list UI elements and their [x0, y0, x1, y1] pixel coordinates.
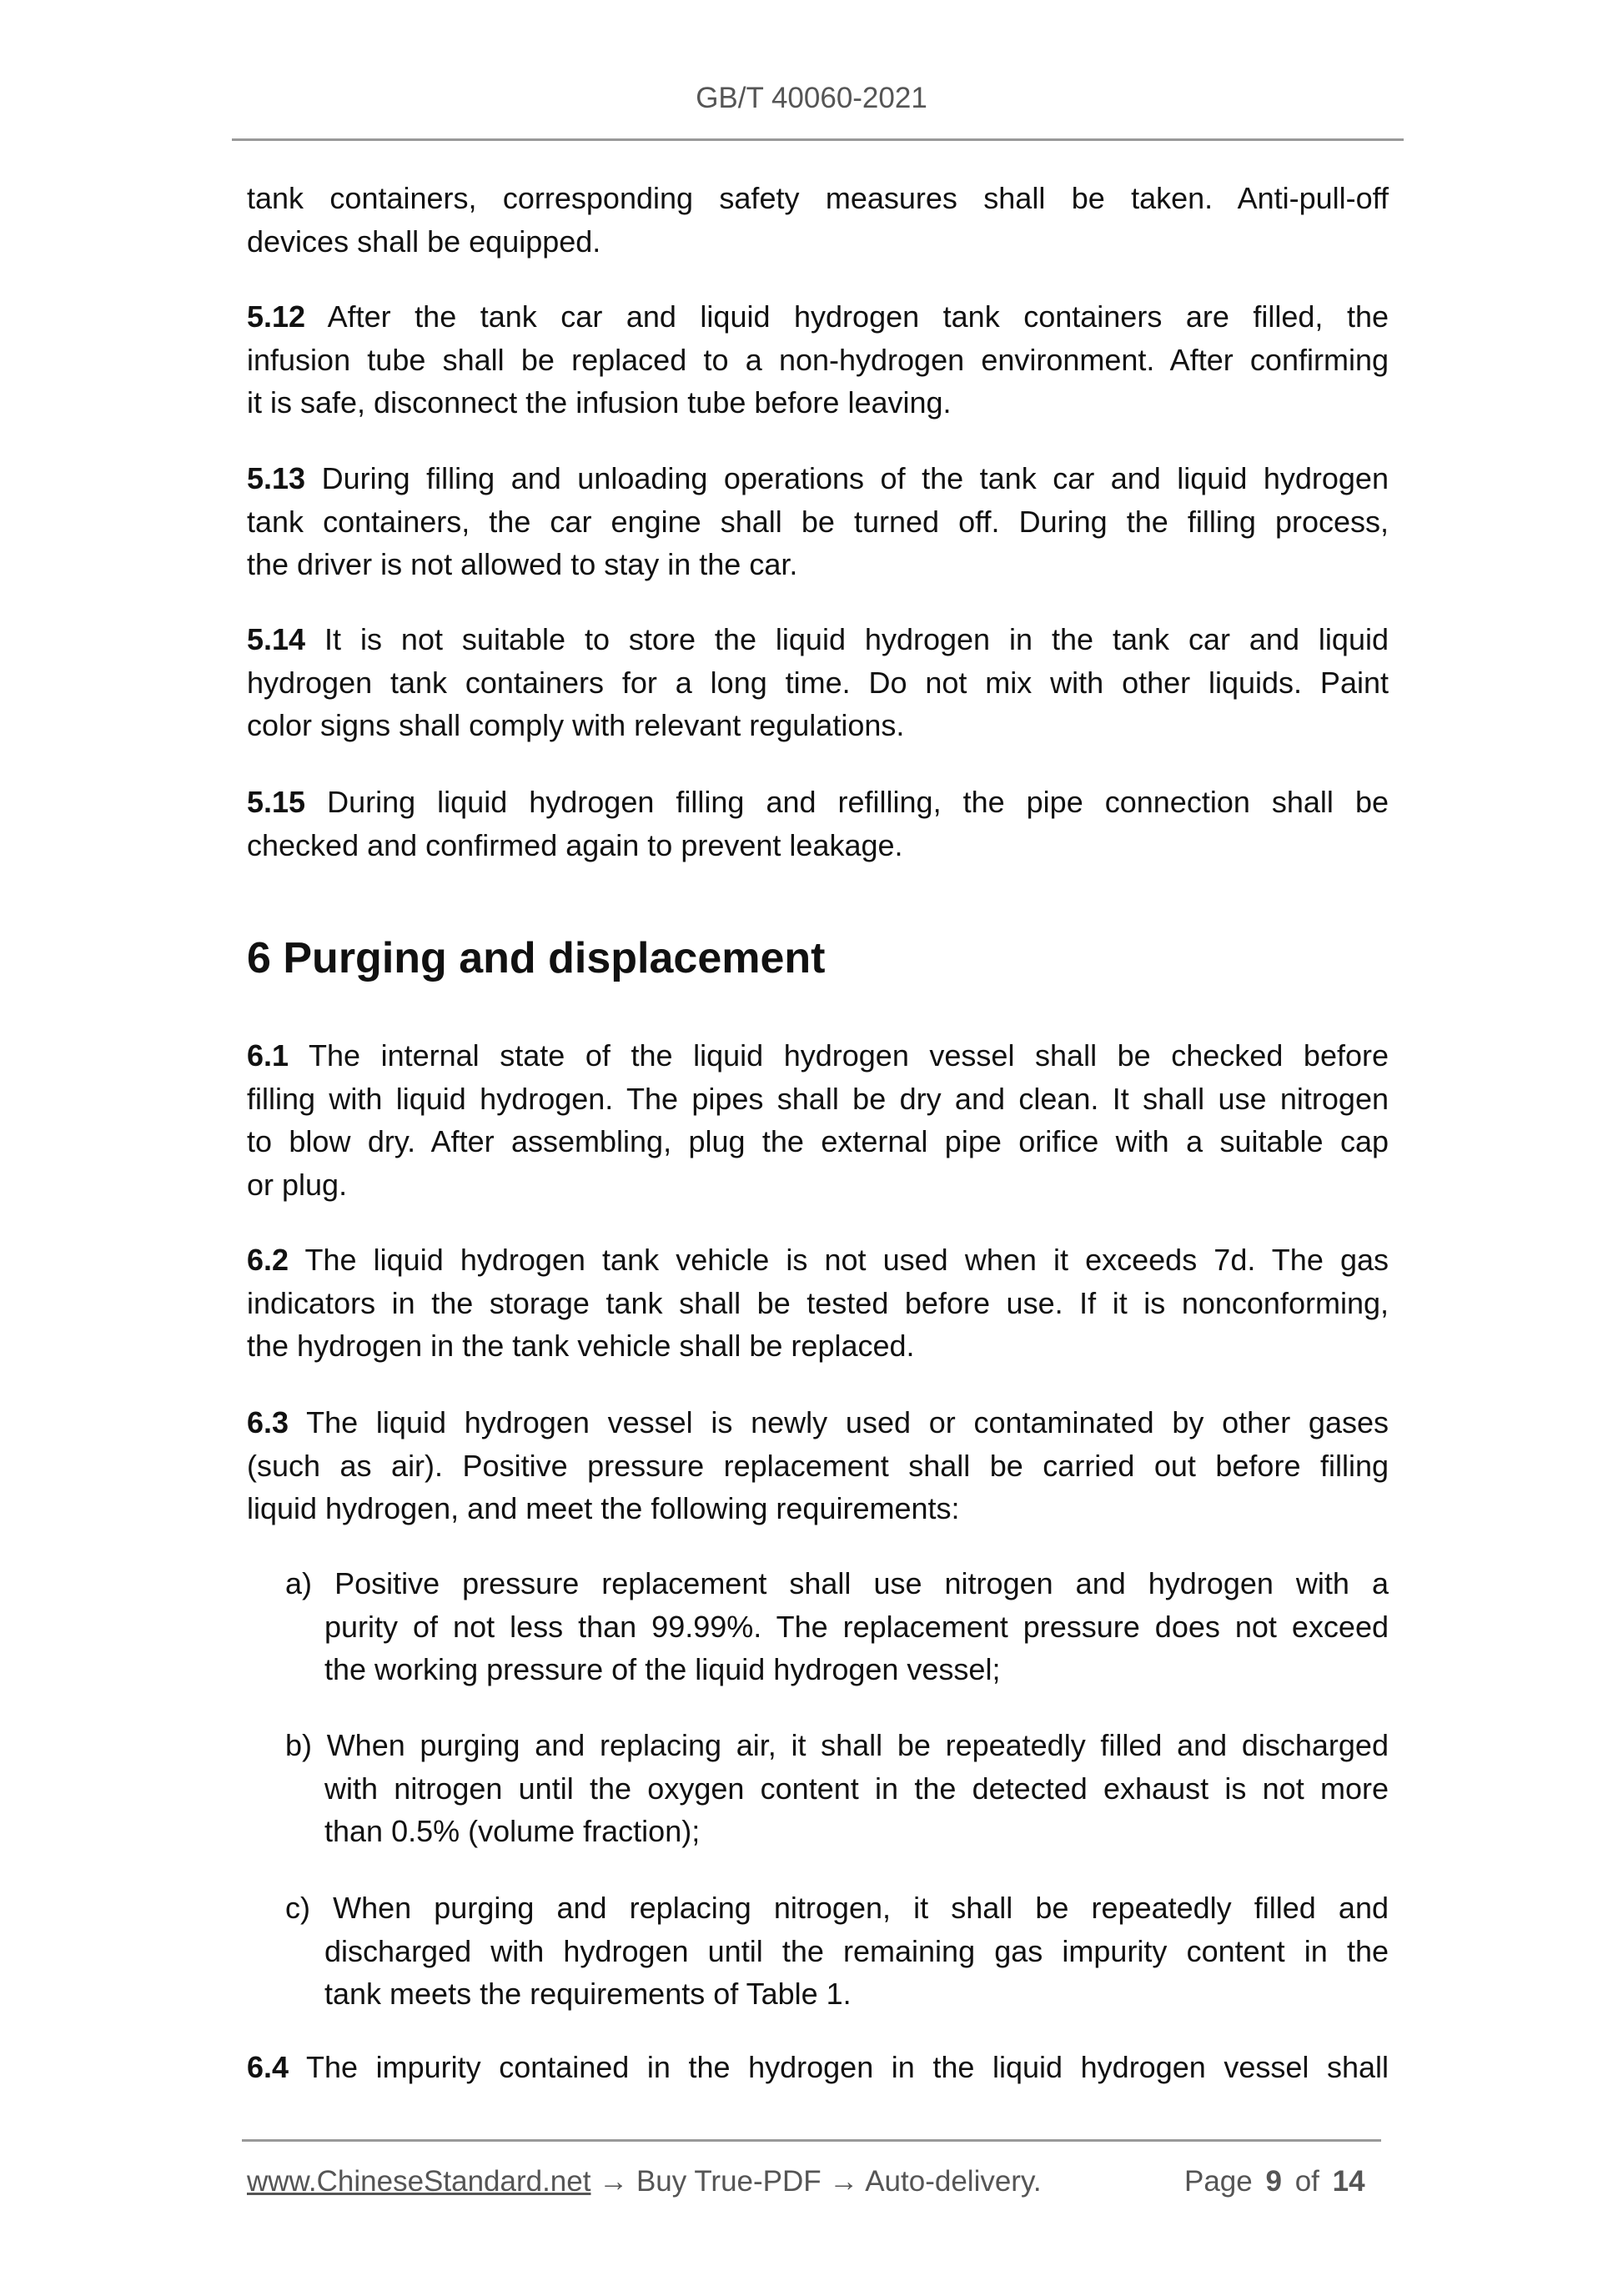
- line-text: tank meets the requirements of Table 1.: [324, 1977, 852, 2011]
- text-line: [247, 1324, 1389, 1368]
- text-line: [285, 1887, 1389, 1930]
- text-line: [247, 1444, 1389, 1488]
- line-text: (such as air). Positive pressure replacement shall be carried out before filling: [247, 1448, 1389, 1483]
- line-text: or plug.: [247, 1167, 348, 1202]
- paragraph: [247, 1238, 1389, 1368]
- line-text: It is not suitable to store the liquid hydrogen in the tank car and liquid: [324, 622, 1389, 656]
- page-label: Page: [1184, 2165, 1253, 2198]
- clause-number: 5.13: [247, 461, 306, 495]
- line-text: indicators in the storage tank shall be tested before use. If it is nonconforming,: [247, 1285, 1389, 1320]
- paragraph: [247, 1401, 1389, 1530]
- line-text: The liquid hydrogen vessel is newly used or contaminated by other gases: [306, 1405, 1389, 1439]
- list-marker: c): [285, 1891, 310, 1925]
- document-header-id: GB/T 40060-2021: [696, 82, 927, 114]
- line-text: filling with liquid hydrogen. The pipes shall be dry and clean. It shall use nitrogen: [247, 1081, 1389, 1116]
- paragraph: [247, 295, 1389, 425]
- paragraph: [247, 618, 1389, 747]
- text-line: [247, 824, 1389, 867]
- line-text: devices shall be equipped.: [247, 224, 601, 259]
- clause-number: 5.14: [247, 622, 306, 656]
- line-text: When purging and replacing nitrogen, it shall be repeatedly filled and: [333, 1891, 1389, 1925]
- paragraph: [247, 781, 1389, 867]
- of-label: of: [1294, 2165, 1319, 2198]
- paragraph: [247, 2046, 1389, 2089]
- header-divider: [232, 138, 1404, 141]
- line-text: than 0.5% (volume fraction);: [324, 1814, 701, 1848]
- list-marker: b): [285, 1728, 313, 1762]
- line-text: the driver is not allowed to stay in the car.: [247, 547, 798, 581]
- text-line: [247, 704, 1389, 747]
- line-text: the working pressure of the liquid hydrogen vessel;: [324, 1652, 1001, 1686]
- text-line: [247, 543, 1389, 586]
- footer-promo: [247, 2163, 1042, 2201]
- text-line: [247, 295, 1389, 339]
- line-text: After the tank car and liquid hydrogen tank containers are filled, the: [327, 299, 1389, 334]
- text-line: [247, 1282, 1389, 1325]
- paragraph: [247, 177, 1389, 263]
- page-number: 9: [1265, 2165, 1282, 2198]
- line-text: During liquid hydrogen filling and refilling, the pipe connection shall be: [327, 785, 1389, 819]
- section-heading: 6 Purging and displacement: [247, 934, 826, 982]
- text-line: [247, 220, 1389, 264]
- line-text: purity of not less than 99.99%. The replacement pressure does not exceed: [324, 1609, 1389, 1644]
- line-text: the hydrogen in the tank vehicle shall be replaced.: [247, 1329, 915, 1363]
- list-item: [285, 1724, 1389, 1853]
- text-line: [285, 1767, 1389, 1811]
- page-indicator: [1184, 2163, 1365, 2201]
- text-line: [247, 1401, 1389, 1444]
- line-text: hydrogen tank containers for a long time. Do not mix with other liquids. Paint: [247, 665, 1389, 700]
- footer-delivery-text: Auto-delivery.: [865, 2165, 1042, 2198]
- arrow-icon: →: [829, 2165, 859, 2198]
- line-text: checked and confirmed again to prevent leakage.: [247, 827, 903, 862]
- line-text: Positive pressure replacement shall use nitrogen and hydrogen with a: [334, 1566, 1389, 1600]
- text-line: [247, 500, 1389, 544]
- line-text: with nitrogen until the oxygen content in the detected exhaust is not more: [324, 1771, 1389, 1806]
- line-text: The internal state of the liquid hydrogen vessel shall be checked before: [308, 1038, 1389, 1073]
- footer-buy-text: Buy True-PDF: [636, 2165, 822, 2198]
- line-text: infusion tube shall be replaced to a non-hydrogen environment. After confirming: [247, 342, 1389, 377]
- text-line: [247, 1487, 1389, 1530]
- text-line: [247, 457, 1389, 500]
- list-item: [285, 1887, 1389, 2016]
- list-marker: a): [285, 1566, 313, 1600]
- list-item: [285, 1562, 1389, 1691]
- text-line: [247, 2046, 1389, 2089]
- line-text: to blow dry. After assembling, plug the external pipe orifice with a suitable cap: [247, 1124, 1389, 1158]
- text-line: [285, 1605, 1389, 1649]
- line-text: tank containers, the car engine shall be turned off. During the filling process,: [247, 504, 1389, 539]
- line-text: discharged with hydrogen until the remaining gas impurity content in the: [324, 1933, 1389, 1968]
- text-line: [247, 177, 1389, 220]
- text-line: [247, 381, 1389, 425]
- line-text: During filling and unloading operations of the tank car and liquid hydrogen: [321, 461, 1389, 495]
- text-line: [247, 1034, 1389, 1078]
- text-line: [285, 1930, 1389, 1973]
- clause-number: 6.4: [247, 2050, 289, 2084]
- paragraph: [247, 1034, 1389, 1206]
- footer-divider: [242, 2139, 1381, 2142]
- clause-number: 6.1: [247, 1038, 289, 1073]
- text-line: [285, 1724, 1389, 1767]
- clause-number: 5.12: [247, 299, 306, 334]
- text-line: [247, 1163, 1389, 1207]
- text-line: [285, 1562, 1389, 1605]
- text-line: [247, 1238, 1389, 1282]
- line-text: The impurity contained in the hydrogen in the liquid hydrogen vessel shall: [305, 2050, 1389, 2084]
- text-line: [247, 1078, 1389, 1121]
- paragraph: [247, 457, 1389, 586]
- text-line: [247, 618, 1389, 661]
- footer-website-link[interactable]: www.ChineseStandard.net: [247, 2165, 591, 2198]
- line-text: color signs shall comply with relevant regulations.: [247, 708, 905, 742]
- line-text: liquid hydrogen, and meet the following requirements:: [247, 1491, 960, 1525]
- clause-number: 5.15: [247, 785, 306, 819]
- line-text: tank containers, corresponding safety measures shall be taken. Anti-pull-off: [247, 181, 1389, 215]
- line-text: it is safe, disconnect the infusion tube before leaving.: [247, 385, 952, 420]
- text-line: [247, 661, 1389, 705]
- clause-number: 6.2: [247, 1243, 289, 1277]
- page-total: 14: [1332, 2165, 1365, 2198]
- text-line: [247, 1120, 1389, 1163]
- text-line: [247, 339, 1389, 382]
- text-line: [285, 1648, 1389, 1691]
- text-line: [247, 781, 1389, 824]
- text-line: [285, 1972, 1389, 2016]
- line-text: The liquid hydrogen tank vehicle is not used when it exceeds 7d. The gas: [304, 1243, 1389, 1277]
- text-line: [285, 1810, 1389, 1853]
- arrow-icon: →: [599, 2165, 629, 2198]
- clause-number: 6.3: [247, 1405, 289, 1439]
- line-text: When purging and replacing air, it shall be repeatedly filled and discharged: [326, 1728, 1389, 1762]
